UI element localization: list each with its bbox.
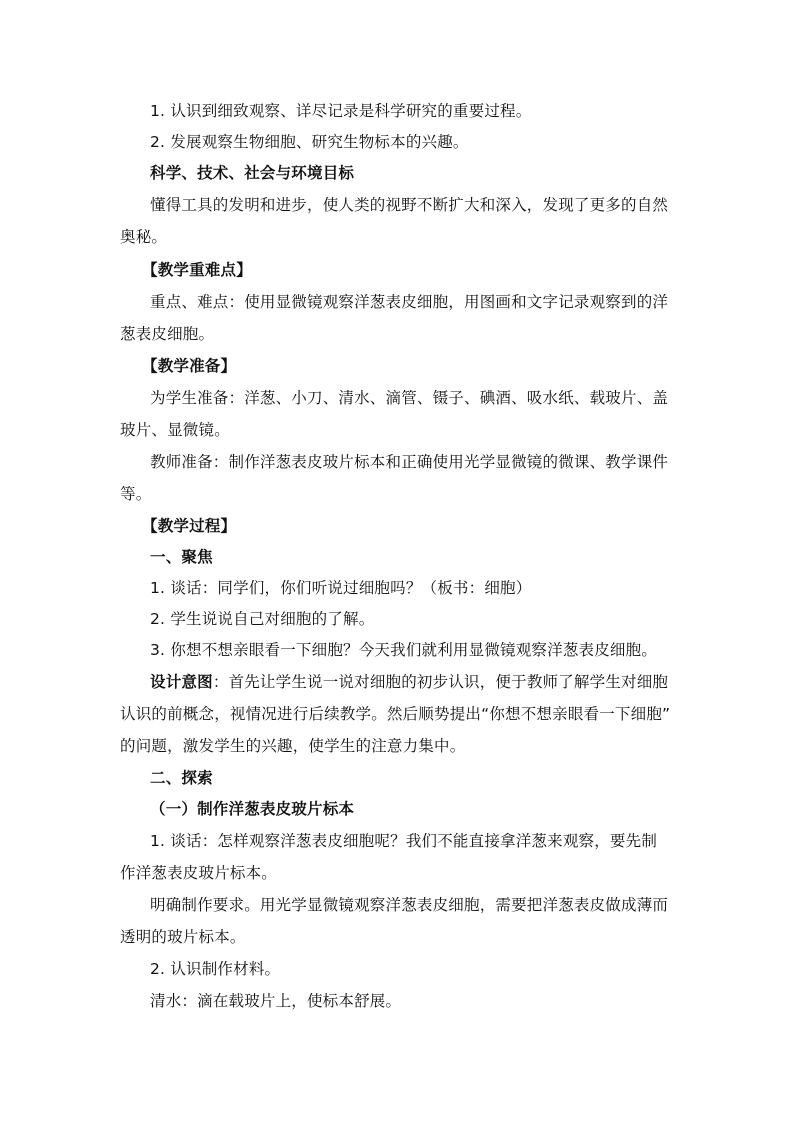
- section-heading-process: 【教学过程】: [142, 517, 237, 535]
- paragraph-line: 玻片、显微镜。: [120, 421, 230, 439]
- section-heading-key-points: 【教学重难点】: [142, 261, 252, 279]
- goal-item-1: 1. 认识到细致观察、详尽记录是科学研究的重要过程。: [150, 102, 532, 120]
- paragraph-line: 清水：滴在载玻片上，使标本舒展。: [150, 992, 402, 1010]
- paragraph-line: 透明的玻片标本。: [120, 928, 246, 946]
- paragraph-line: 的问题，激发学生的兴趣，使学生的注意力集中。: [120, 737, 466, 755]
- list-item: 1. 谈话：同学们，你们听说过细胞吗？（板书：细胞）: [150, 579, 532, 597]
- list-item: 2. 认识制作材料。: [150, 960, 281, 978]
- list-item: 1. 谈话：怎样观察洋葱表皮细胞呢？我们不能直接拿洋葱来观察，要先制: [150, 832, 658, 850]
- subheading-focus: 一、聚焦: [150, 548, 213, 566]
- section-heading-preparation: 【教学准备】: [142, 357, 237, 375]
- paragraph-line: 重点、难点：使用显微镜观察洋葱表皮细胞，用图画和文字记录观察到的洋: [150, 293, 669, 311]
- paragraph-line: 等。: [120, 485, 152, 503]
- goal-item-2: 2. 发展观察生物细胞、研究生物标本的兴趣。: [150, 133, 469, 151]
- paragraph-line: 奥秘。: [120, 228, 168, 246]
- paragraph-line: 教师准备：制作洋葱表皮玻片标本和正确使用光学显微镜的微课、教学课件: [150, 453, 669, 471]
- design-intent-text: ：首先让学生说一说对细胞的初步认识，便于教师了解学生对细胞: [212, 673, 669, 691]
- paragraph-line: 为学生准备：洋葱、小刀、清水、滴管、镊子、碘酒、吸水纸、载玻片、盖: [150, 389, 669, 407]
- subheading-make-slide: （一）制作洋葱表皮玻片标本: [150, 800, 355, 818]
- list-item: 2. 学生说说自己对细胞的了解。: [150, 610, 375, 628]
- list-item: 3. 你想不想亲眼看一下细胞？今天我们就利用显微镜观察洋葱表皮细胞。: [150, 641, 658, 659]
- paragraph-line: 懂得工具的发明和进步，使人类的视野不断扩大和深入，发现了更多的自然: [150, 196, 669, 214]
- paragraph-line: 明确制作要求。用光学显微镜观察洋葱表皮细胞，需要把洋葱表皮做成薄而: [150, 896, 669, 914]
- paragraph-line: 作洋葱表皮玻片标本。: [120, 864, 278, 882]
- design-intent-line: [0, 669, 794, 695]
- subheading-explore: 二、探索: [150, 769, 213, 787]
- paragraph-line: 葱表皮细胞。: [120, 325, 215, 343]
- design-intent-label: 设计意图: [150, 673, 213, 691]
- paragraph-line: 认识的前概念，视情况进行后续教学。然后顺势提出“你想不想亲眼看一下细胞”: [120, 705, 671, 723]
- section-heading-sts: 科学、技术、社会与环境目标: [150, 164, 355, 182]
